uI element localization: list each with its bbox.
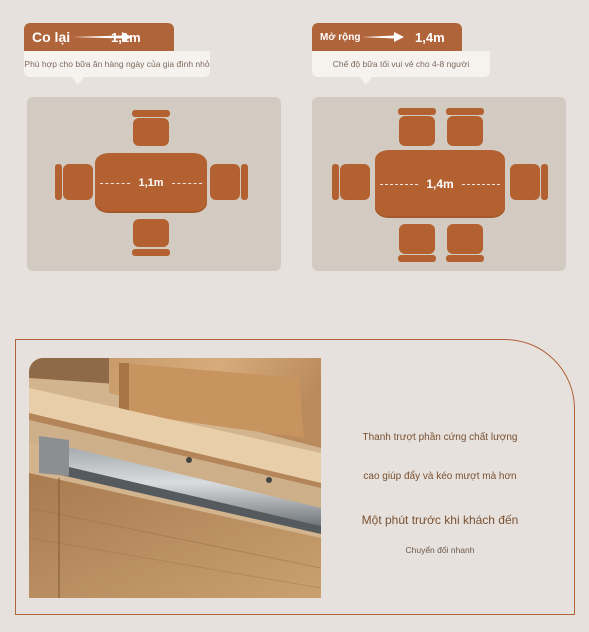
dashed-line	[172, 183, 202, 184]
chair-back	[55, 164, 62, 200]
chair-back	[398, 255, 436, 262]
extended-caption-bubble	[312, 51, 490, 77]
dashed-line	[462, 184, 500, 185]
table-extended	[375, 150, 505, 218]
chair-back	[332, 164, 339, 200]
table-collapsed	[95, 153, 207, 213]
feature-line-2: cao giúp đẩy và kéo mượt mà hơn	[363, 471, 517, 482]
feature-line-1: Thanh trượt phần cứng chất lượng	[362, 432, 518, 443]
extended-label: Mở rộng	[320, 31, 361, 43]
chair-seat	[510, 164, 540, 200]
collapsed-label: Co lại	[32, 29, 71, 45]
collapsed-layout-panel	[27, 97, 281, 271]
extended-caption: Chế độ bữa tối vui vẻ cho 4-8 người	[332, 59, 470, 69]
collapsed-caption-bubble	[24, 51, 210, 77]
chair-seat	[210, 164, 240, 200]
chair-seat	[340, 164, 370, 200]
feature-subtitle: Chuyển đổi nhanh	[405, 545, 475, 555]
chair-seat	[133, 219, 169, 247]
extended-tag	[312, 23, 462, 51]
chair-seat	[447, 224, 483, 254]
chair-seat	[399, 116, 435, 146]
extended-size: 1,4m	[415, 29, 445, 45]
collapsed-caption: Phù hợp cho bữa ăn hàng ngày của gia đình nhỏ	[24, 59, 210, 69]
collapsed-size: 1,1m	[111, 29, 141, 45]
table-length-label: 1,1m	[138, 177, 164, 189]
chair-back	[446, 255, 484, 262]
feature-heading: Một phút trước khi khách đến	[361, 513, 519, 527]
chair-back	[241, 164, 248, 200]
chair-seat	[63, 164, 93, 200]
chair-back	[132, 110, 170, 117]
table-length-label: 1,4m	[426, 177, 454, 191]
chair-seat	[133, 118, 169, 146]
extended-layout-panel	[312, 97, 566, 271]
chair-back	[446, 108, 484, 115]
chair-back	[132, 249, 170, 256]
arrow-right-icon	[362, 31, 404, 43]
chair-seat	[447, 116, 483, 146]
chair-back	[398, 108, 436, 115]
chair-seat	[399, 224, 435, 254]
collapsed-tag	[24, 23, 174, 51]
slide-rail-photo	[29, 358, 321, 598]
chair-back	[541, 164, 548, 200]
